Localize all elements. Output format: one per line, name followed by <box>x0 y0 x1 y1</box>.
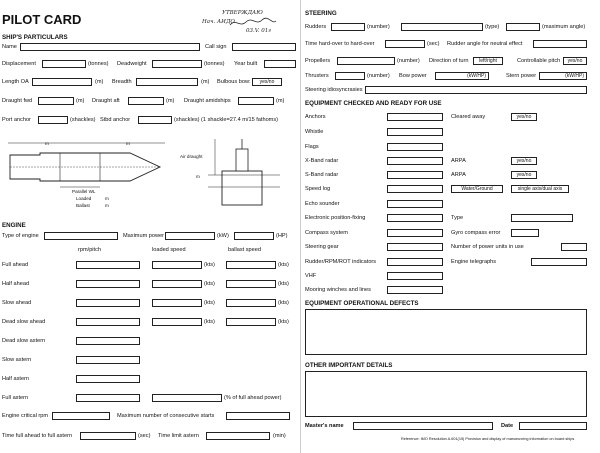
shackles-unit: (shackles) <box>70 117 96 123</box>
draught-amidships-label: Draught amidships <box>184 98 231 104</box>
power-units-label: Number of power units in use <box>451 244 524 250</box>
slow-ahead-label: Slow ahead <box>2 300 32 306</box>
max-power-label: Maximum power <box>123 233 165 239</box>
engine-header: ENGINE <box>2 222 26 229</box>
electronic-position-label: Electronic position-fixing <box>305 215 366 221</box>
flags-field[interactable] <box>387 143 443 151</box>
half-ahead-label: Half ahead <box>2 281 30 287</box>
rpm-field[interactable] <box>76 375 140 383</box>
defects-header: EQUIPMENT OPERATIONAL DEFECTS <box>305 300 419 307</box>
sec-unit: (sec) <box>138 433 151 439</box>
breadth-label: Breadth <box>112 79 132 85</box>
time-limit-astern-label: Time limit astern <box>158 433 199 439</box>
ballast-speed-field[interactable] <box>226 299 276 307</box>
stbd-anchor-field[interactable] <box>138 116 172 124</box>
max-power-hp-field[interactable] <box>234 232 274 240</box>
shackles-note: (shackles) (1 shackle=27.4 m/15 fathoms) <box>174 117 278 123</box>
masters-name-label: Master's name <box>305 423 344 429</box>
single-dual-axis-toggle[interactable]: single axis/dual axis <box>511 185 569 193</box>
draught-amidships-field[interactable] <box>238 97 274 105</box>
gyro-error-label: Gyro compass error <box>451 230 501 236</box>
steering-gear-label: Steering gear <box>305 244 339 250</box>
length-oa-label: Length OA <box>2 79 29 85</box>
engine-telegraphs-label: Engine telegraphs <box>451 259 497 265</box>
displacement-label: Displacement <box>2 61 36 67</box>
engine-telegraphs-field[interactable] <box>531 258 587 266</box>
year-built-field[interactable] <box>264 60 296 68</box>
tonnes-unit: (tonnes) <box>204 61 225 67</box>
power-units-field[interactable] <box>561 243 587 251</box>
ballast-speed-field[interactable] <box>226 261 276 269</box>
rudders-number-field[interactable] <box>331 23 365 31</box>
sec-unit: (sec) <box>427 41 440 47</box>
m-unit: (m) <box>201 79 210 85</box>
propellers-number-field[interactable] <box>337 57 395 65</box>
kts-unit: (kts) <box>204 281 215 287</box>
hp-unit: (HP) <box>276 233 288 239</box>
echo-sounder-label: Echo sounder <box>305 201 340 207</box>
type-label: Type <box>451 215 464 221</box>
hard-over-field[interactable] <box>385 40 425 48</box>
whistle-field[interactable] <box>387 128 443 136</box>
max-angle-field[interactable] <box>506 23 540 31</box>
masters-name-field[interactable] <box>353 422 493 430</box>
bow-power-label: Bow power <box>399 73 427 79</box>
cleared-away-yesno[interactable]: yes/no <box>511 113 537 121</box>
speed-log-field[interactable] <box>387 185 443 193</box>
m-unit: (m) <box>76 98 85 104</box>
rudder-type-field[interactable] <box>401 23 483 31</box>
ships-particulars-header: SHIP'S PARTICULARS <box>2 34 68 41</box>
kts-unit: (kts) <box>278 300 289 306</box>
min-unit: (min) <box>273 433 286 439</box>
m-unit: (m) <box>166 98 175 104</box>
diagram-m-label: m <box>196 174 200 179</box>
steering-idiosyncrasies-field[interactable] <box>365 86 587 94</box>
bulbous-bow-yesno[interactable]: yes/no <box>252 78 282 86</box>
type-of-engine-field[interactable] <box>44 232 118 240</box>
dead-slow-astern-label: Dead slow astern <box>2 338 46 344</box>
xband-radar-label: X-Band radar <box>305 158 339 164</box>
bow-power-field[interactable]: (kW/HP) <box>435 72 489 80</box>
port-anchor-field[interactable] <box>38 116 68 124</box>
anchors-label: Anchors <box>305 114 326 120</box>
kts-unit: (kts) <box>204 319 215 325</box>
vhf-label: VHF <box>305 273 317 279</box>
stbd-anchor-label: Stbd anchor <box>100 117 131 123</box>
anchors-field[interactable] <box>387 113 443 121</box>
max-starts-label: Maximum number of consecutive starts <box>117 413 215 419</box>
rpm-field[interactable] <box>76 261 140 269</box>
cleared-away-label: Cleared away <box>451 114 486 120</box>
controllable-pitch-yesno[interactable]: yes/no <box>563 57 587 65</box>
m-unit: (m) <box>276 98 285 104</box>
rpm-pitch-header: rpm/pitch <box>78 247 102 253</box>
deadweight-label: Deadweight <box>117 61 147 67</box>
kts-unit: (kts) <box>204 300 215 306</box>
direction-of-turn-label: Direction of turn <box>429 58 469 64</box>
tonnes-unit: (tonnes) <box>88 61 109 67</box>
rudder-angle-neutral-label: Rudder angle for neutral effect <box>447 41 523 47</box>
propellers-label: Propellers <box>305 58 331 64</box>
vhf-field[interactable] <box>387 272 443 280</box>
page-title: PILOT CARD <box>2 12 82 27</box>
hull-section <box>222 171 262 205</box>
kts-unit: (kts) <box>278 281 289 287</box>
displacement-field[interactable] <box>42 60 86 68</box>
rudders-label: Rudders <box>305 24 327 30</box>
diagram-m-label: m <box>126 141 130 146</box>
steering-header: STEERING <box>305 10 337 17</box>
port-anchor-label: Port anchor <box>2 117 31 123</box>
diagram-m-label: m <box>45 141 49 146</box>
engine-critical-rpm-label: Engine critical rpm <box>2 413 49 419</box>
thrusters-label: Thrusters <box>305 73 329 79</box>
rpm-field[interactable] <box>76 394 140 402</box>
loaded-speed-field[interactable] <box>152 261 202 269</box>
m-unit: (m) <box>95 79 104 85</box>
loaded-speed-field[interactable] <box>152 318 202 326</box>
arpa-yesno[interactable]: yes/no <box>511 157 537 165</box>
ballast-label: Ballast <box>76 203 90 208</box>
rpm-field[interactable] <box>76 337 140 345</box>
controllable-pitch-label: Controllable pitch <box>517 58 561 64</box>
kts-unit: (kts) <box>278 319 289 325</box>
date-label: Date <box>501 423 514 429</box>
rpm-field[interactable] <box>76 356 140 364</box>
number-unit: (number) <box>367 73 390 79</box>
rudder-rpm-rot-label: Rudder/RPM/ROT indicators <box>305 259 377 265</box>
gyro-error-field[interactable] <box>511 229 539 237</box>
hard-over-label: Time hard-over to hard-over <box>305 41 375 47</box>
speed-log-label: Speed log <box>305 186 331 192</box>
number-unit: (number) <box>397 58 420 64</box>
deadweight-field[interactable] <box>152 60 202 68</box>
rpm-field[interactable] <box>76 299 140 307</box>
xband-radar-field[interactable] <box>387 157 443 165</box>
kw-unit: (kW) <box>217 233 229 239</box>
air-draught-label: Air draught <box>180 154 203 159</box>
stern-power-field[interactable]: (kW/HP) <box>539 72 587 80</box>
compass-system-field[interactable] <box>387 229 443 237</box>
direction-left-right[interactable]: left/right <box>473 57 503 65</box>
parallel-wl-label: Parallel WL <box>72 189 96 194</box>
water-ground-toggle[interactable]: Water/Ground <box>451 185 503 193</box>
steering-idiosyncrasies-label: Steering idiosyncrasies <box>305 87 363 93</box>
max-angle-unit: (maximum angle) <box>542 24 586 30</box>
ballast-speed-header: ballast speed <box>228 247 261 253</box>
thrusters-number-field[interactable] <box>335 72 365 80</box>
name-label: Name <box>2 44 17 50</box>
reference-note: Reference: IMO Resolution A.601(15) Provision and display of manoeuvring information on board ships <box>401 437 575 441</box>
other-details-textarea[interactable] <box>305 371 587 417</box>
equipment-header: EQUIPMENT CHECKED AND READY FOR USE <box>305 100 442 107</box>
max-power-kw-field[interactable] <box>165 232 215 240</box>
draught-aft-field[interactable] <box>128 97 164 105</box>
diagram-m-label: m <box>105 203 109 208</box>
call-sign-field[interactable] <box>232 43 296 51</box>
slow-astern-label: Slow astern <box>2 357 32 363</box>
other-details-header: OTHER IMPORTANT DETAILS <box>305 362 393 369</box>
name-field[interactable] <box>20 43 200 51</box>
type-unit: (type) <box>485 24 500 30</box>
steering-gear-field[interactable] <box>387 243 443 251</box>
date-field[interactable] <box>519 422 587 430</box>
mooring-label: Mooring winches and lines <box>305 287 371 293</box>
dead-slow-ahead-label: Dead slow ahead <box>2 319 46 325</box>
position-fixing-type-field[interactable] <box>511 214 573 222</box>
loaded-label: Loaded <box>76 196 92 201</box>
year-built-label: Year built <box>234 61 258 67</box>
pilot-card-left-page: PILOT CARD УТВЕРЖДАЮ Нач. АИДО 03.V. 01г SHIP'S PARTICULARS Name Call sign Displacement (tonnes) Deadweight (tonnes) Year built Length OA (m) Breadth (m) Bulbous bow: yes/no Draught fwd (m) Draught aft (m) Draught amidships (m) Port anchor (shackles) Stbd anchor (shackles) (1 shackle=27.4 m/15 fathoms) m m Parallel WL Loaded m Ballast m Air draught m ENGINE Type of engine Maximum power (kW) (HP) rpm/pitch loaded speed ballast speed Full ahead (kts) (kts) Half ahead (kts) (kts) Slow ahead (kts) (kts) Dead slow ahead (kts) (kts) Dead slow astern Slow astern Half astern Full astern (% of full ahead power) Engine critical rpm Maximum number of consecutive starts Time full ahead to full astern (sec) Time limit astern (min) <box>0 0 300 453</box>
time-limit-astern-field[interactable] <box>206 432 270 440</box>
echo-sounder-field[interactable] <box>387 200 443 208</box>
type-of-engine-label: Type of engine <box>2 233 39 239</box>
breadth-field[interactable] <box>136 78 198 86</box>
sband-radar-field[interactable] <box>387 171 443 179</box>
draught-fwd-field[interactable] <box>38 97 74 105</box>
half-astern-label: Half astern <box>2 376 30 382</box>
loaded-speed-field[interactable] <box>152 280 202 288</box>
sband-radar-label: S-Band radar <box>305 172 339 178</box>
draught-fwd-label: Draught fwd <box>2 98 33 104</box>
rpm-field[interactable] <box>76 318 140 326</box>
kts-unit: (kts) <box>204 262 215 268</box>
electronic-position-field[interactable] <box>387 214 443 222</box>
full-astern-label: Full astern <box>2 395 29 401</box>
arpa-label: ARPA <box>451 158 466 164</box>
time-full-ahead-astern-field[interactable] <box>80 432 136 440</box>
pilot-card-right-page <box>300 0 600 453</box>
draught-aft-label: Draught aft <box>92 98 120 104</box>
flags-label: Flags <box>305 144 319 150</box>
length-oa-field[interactable] <box>32 78 92 86</box>
diagram-m-label: m <box>105 196 109 201</box>
ballast-speed-field[interactable] <box>226 318 276 326</box>
rudder-angle-neutral-field[interactable] <box>533 40 587 48</box>
full-ahead-label: Full ahead <box>2 262 29 268</box>
compass-system-label: Compass system <box>305 230 348 236</box>
max-starts-field[interactable] <box>226 412 290 420</box>
defects-textarea[interactable] <box>305 309 587 355</box>
kts-unit: (kts) <box>278 262 289 268</box>
mooring-field[interactable] <box>387 286 443 294</box>
rpm-field[interactable] <box>76 280 140 288</box>
whistle-label: Whistle <box>305 129 324 135</box>
rudder-rpm-rot-field[interactable] <box>387 258 443 266</box>
loaded-speed-header: loaded speed <box>152 247 186 253</box>
full-ahead-power-unit: (% of full ahead power) <box>224 395 282 401</box>
call-sign-label: Call sign <box>205 44 227 50</box>
time-full-ahead-astern-label: Time full ahead to full astern <box>2 433 73 439</box>
stern-power-label: Stern power <box>506 73 537 79</box>
engine-critical-rpm-field[interactable] <box>52 412 110 420</box>
superstructure <box>236 149 248 171</box>
full-astern-power-field[interactable] <box>152 394 222 402</box>
ship-profile-diagram <box>0 135 300 215</box>
arpa-yesno[interactable]: yes/no <box>511 171 537 179</box>
arpa-label: ARPA <box>451 172 466 178</box>
bulbous-bow-label: Bulbous bow: <box>217 79 251 85</box>
number-unit: (number) <box>367 24 390 30</box>
ballast-speed-field[interactable] <box>226 280 276 288</box>
loaded-speed-field[interactable] <box>152 299 202 307</box>
